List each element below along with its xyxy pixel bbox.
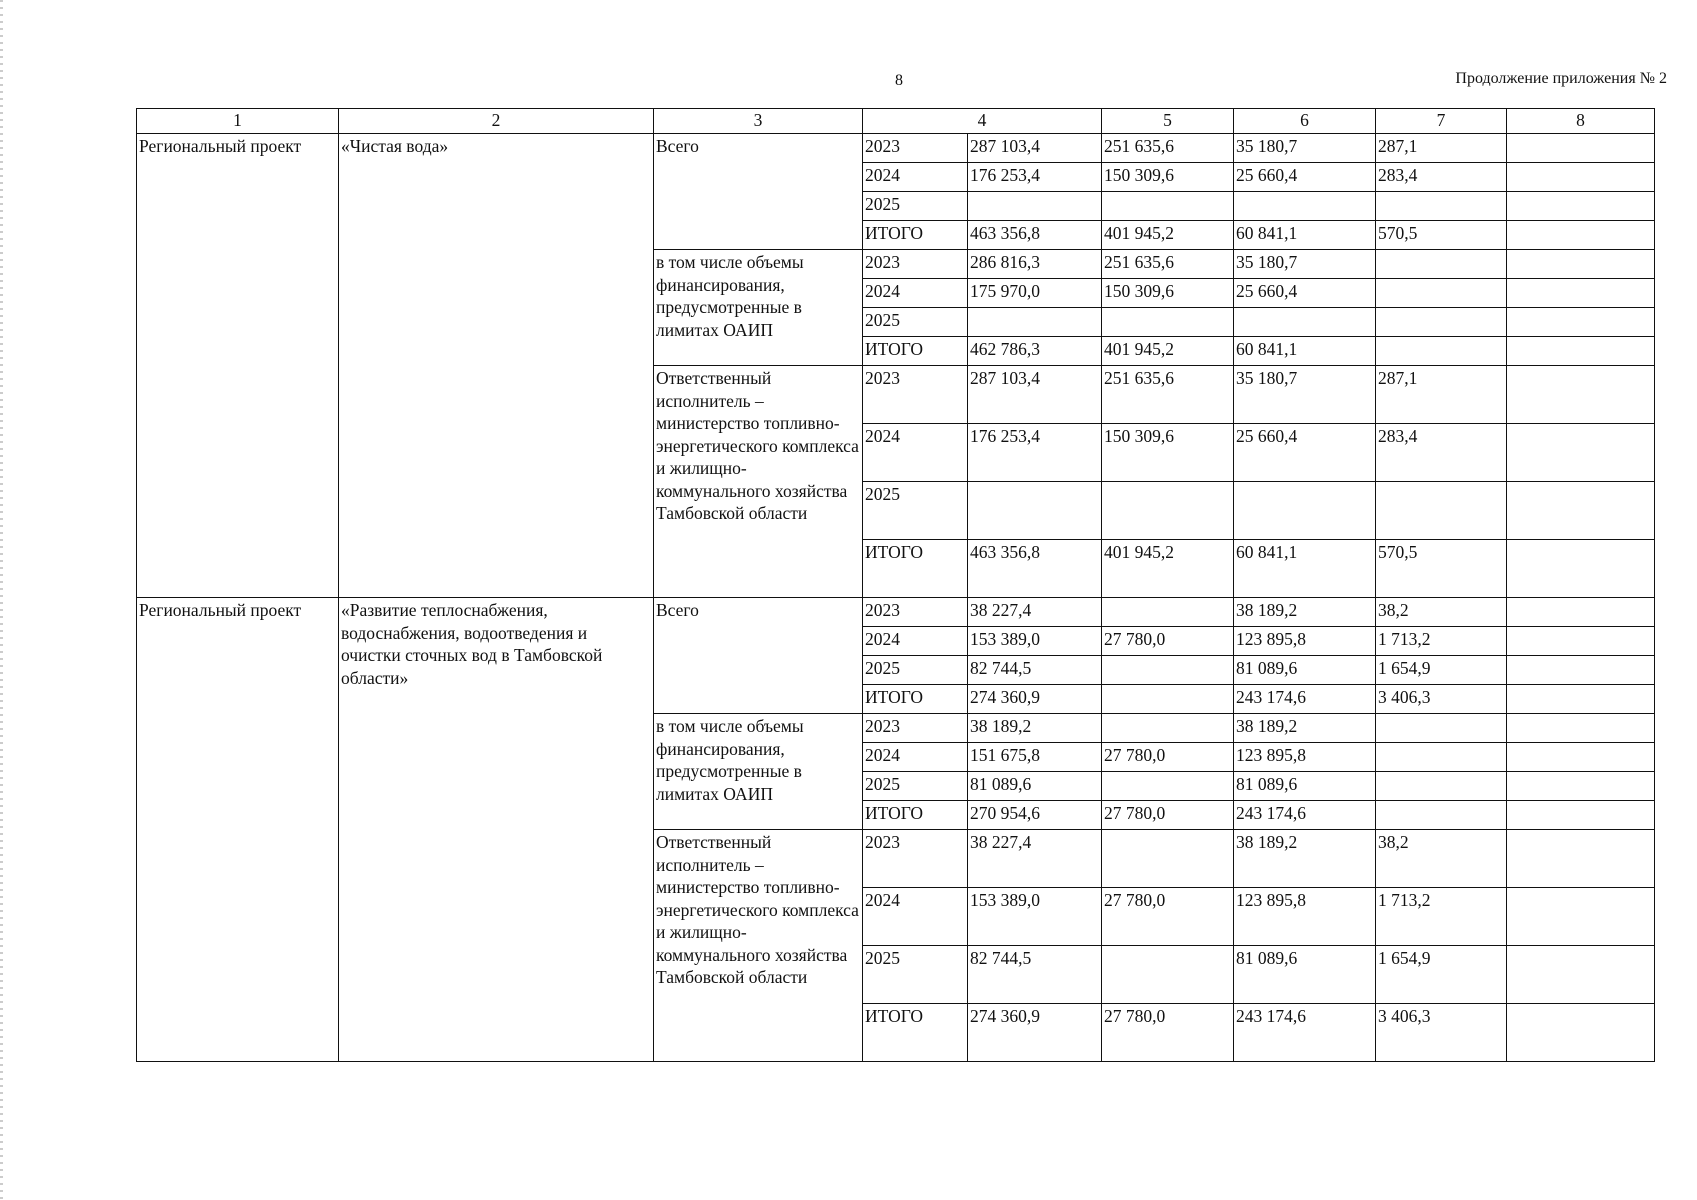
amount-cell — [1376, 192, 1507, 221]
year-cell: 2023 — [863, 366, 968, 424]
amount-cell: 283,4 — [1376, 424, 1507, 482]
year-cell: 2025 — [863, 308, 968, 337]
year-cell: 2024 — [863, 743, 968, 772]
amount-cell: 27 780,0 — [1102, 743, 1234, 772]
amount-cell — [1507, 250, 1655, 279]
amount-cell — [1376, 801, 1507, 830]
funding-table — [136, 108, 1655, 1062]
amount-cell — [1234, 192, 1376, 221]
year-cell: 2025 — [863, 946, 968, 1004]
amount-cell: 35 180,7 — [1234, 250, 1376, 279]
year-cell: ИТОГО — [863, 801, 968, 830]
amount-cell — [1102, 830, 1234, 888]
year-cell: ИТОГО — [863, 685, 968, 714]
amount-cell: 81 089,6 — [1234, 946, 1376, 1004]
amount-cell — [1507, 627, 1655, 656]
amount-cell: 82 744,5 — [968, 946, 1102, 1004]
amount-cell: 60 841,1 — [1234, 540, 1376, 598]
year-cell: 2024 — [863, 424, 968, 482]
amount-cell — [1102, 598, 1234, 627]
amount-cell — [1507, 540, 1655, 598]
year-cell: 2025 — [863, 192, 968, 221]
amount-cell: 274 360,9 — [968, 1004, 1102, 1062]
amount-cell: 27 780,0 — [1102, 627, 1234, 656]
amount-cell: 151 675,8 — [968, 743, 1102, 772]
amount-cell — [1376, 743, 1507, 772]
amount-cell — [1102, 656, 1234, 685]
funding-group-label: Ответственный исполнитель – министерство топливно-энергетического комплекса и жилищно-коммунального хозяйства Тамбовской области — [654, 830, 863, 1062]
amount-cell — [1507, 192, 1655, 221]
amount-cell: 287 103,4 — [968, 366, 1102, 424]
amount-cell: 286 816,3 — [968, 250, 1102, 279]
column-number-header: 2 — [339, 109, 654, 134]
amount-cell: 27 780,0 — [1102, 888, 1234, 946]
amount-cell — [1376, 279, 1507, 308]
amount-cell — [1507, 743, 1655, 772]
amount-cell: 25 660,4 — [1234, 424, 1376, 482]
amount-cell: 25 660,4 — [1234, 279, 1376, 308]
year-cell: 2023 — [863, 714, 968, 743]
project-name-cell: «Чистая вода» — [339, 134, 654, 598]
amount-cell: 60 841,1 — [1234, 337, 1376, 366]
project-name-cell: «Развитие теплоснабжения, водоснабжения, водоотведения и очистки сточных вод в Тамбовской области» — [339, 598, 654, 1062]
amount-cell: 463 356,8 — [968, 221, 1102, 250]
amount-cell: 401 945,2 — [1102, 221, 1234, 250]
amount-cell: 38,2 — [1376, 830, 1507, 888]
amount-cell: 175 970,0 — [968, 279, 1102, 308]
year-cell: ИТОГО — [863, 337, 968, 366]
amount-cell: 287 103,4 — [968, 134, 1102, 163]
amount-cell: 283,4 — [1376, 163, 1507, 192]
amount-cell — [1507, 772, 1655, 801]
amount-cell — [1102, 714, 1234, 743]
amount-cell: 150 309,6 — [1102, 279, 1234, 308]
funding-group-label: Всего — [654, 134, 863, 250]
column-number-header: 7 — [1376, 109, 1507, 134]
amount-cell: 1 654,9 — [1376, 656, 1507, 685]
year-cell: 2023 — [863, 598, 968, 627]
amount-cell: 243 174,6 — [1234, 685, 1376, 714]
amount-cell: 35 180,7 — [1234, 366, 1376, 424]
amount-cell — [968, 192, 1102, 221]
amount-cell — [1507, 366, 1655, 424]
amount-cell: 123 895,8 — [1234, 743, 1376, 772]
year-cell: ИТОГО — [863, 221, 968, 250]
amount-cell — [968, 482, 1102, 540]
amount-cell: 274 360,9 — [968, 685, 1102, 714]
year-cell: 2024 — [863, 888, 968, 946]
project-type-cell: Региональный проект — [137, 134, 339, 598]
amount-cell — [1102, 946, 1234, 1004]
amount-cell: 81 089,6 — [968, 772, 1102, 801]
year-cell: 2024 — [863, 279, 968, 308]
amount-cell: 243 174,6 — [1234, 1004, 1376, 1062]
amount-cell: 38 189,2 — [1234, 830, 1376, 888]
amount-cell — [1507, 337, 1655, 366]
amount-cell: 38 189,2 — [1234, 598, 1376, 627]
year-cell: ИТОГО — [863, 1004, 968, 1062]
amount-cell — [1507, 134, 1655, 163]
amount-cell: 176 253,4 — [968, 163, 1102, 192]
amount-cell — [1507, 656, 1655, 685]
amount-cell: 251 635,6 — [1102, 366, 1234, 424]
table-row — [137, 598, 1655, 627]
amount-cell: 1 713,2 — [1376, 888, 1507, 946]
amount-cell: 1 713,2 — [1376, 627, 1507, 656]
amount-cell — [1507, 1004, 1655, 1062]
scan-edge — [0, 0, 3, 1200]
appendix-label: Продолжение приложения № 2 — [1455, 70, 1667, 87]
amount-cell — [1102, 482, 1234, 540]
column-number-header: 6 — [1234, 109, 1376, 134]
funding-group-label: Ответственный исполнитель – министерство топливно-энергетического комплекса и жилищно-коммунального хозяйства Тамбовской области — [654, 366, 863, 598]
amount-cell: 270 954,6 — [968, 801, 1102, 830]
column-number-header: 8 — [1507, 109, 1655, 134]
amount-cell — [1507, 424, 1655, 482]
amount-cell — [968, 308, 1102, 337]
amount-cell: 243 174,6 — [1234, 801, 1376, 830]
amount-cell: 81 089,6 — [1234, 772, 1376, 801]
year-cell: 2025 — [863, 772, 968, 801]
amount-cell — [1376, 250, 1507, 279]
amount-cell: 287,1 — [1376, 134, 1507, 163]
amount-cell: 123 895,8 — [1234, 888, 1376, 946]
amount-cell: 1 654,9 — [1376, 946, 1507, 1004]
amount-cell: 570,5 — [1376, 540, 1507, 598]
amount-cell — [1376, 337, 1507, 366]
amount-cell: 60 841,1 — [1234, 221, 1376, 250]
amount-cell — [1102, 685, 1234, 714]
amount-cell: 463 356,8 — [968, 540, 1102, 598]
project-type-cell: Региональный проект — [137, 598, 339, 1062]
amount-cell — [1507, 163, 1655, 192]
amount-cell: 251 635,6 — [1102, 134, 1234, 163]
amount-cell — [1376, 482, 1507, 540]
amount-cell — [1507, 308, 1655, 337]
amount-cell — [1507, 482, 1655, 540]
amount-cell — [1507, 685, 1655, 714]
amount-cell: 287,1 — [1376, 366, 1507, 424]
amount-cell: 176 253,4 — [968, 424, 1102, 482]
amount-cell: 150 309,6 — [1102, 424, 1234, 482]
year-cell: 2024 — [863, 627, 968, 656]
table-row — [137, 134, 1655, 163]
amount-cell: 25 660,4 — [1234, 163, 1376, 192]
amount-cell: 27 780,0 — [1102, 1004, 1234, 1062]
amount-cell — [1507, 830, 1655, 888]
amount-cell: 3 406,3 — [1376, 685, 1507, 714]
amount-cell — [1102, 192, 1234, 221]
funding-group-label: Всего — [654, 598, 863, 714]
amount-cell: 38 189,2 — [1234, 714, 1376, 743]
amount-cell — [1507, 279, 1655, 308]
year-cell: 2023 — [863, 250, 968, 279]
amount-cell — [1507, 598, 1655, 627]
amount-cell — [1507, 221, 1655, 250]
amount-cell — [1507, 888, 1655, 946]
amount-cell: 82 744,5 — [968, 656, 1102, 685]
amount-cell — [1507, 714, 1655, 743]
year-cell: 2023 — [863, 830, 968, 888]
amount-cell: 38 227,4 — [968, 598, 1102, 627]
funding-group-label: в том числе объемы финансирования, предусмотренные в лимитах ОАИП — [654, 250, 863, 366]
amount-cell — [1234, 308, 1376, 337]
amount-cell: 81 089,6 — [1234, 656, 1376, 685]
amount-cell: 123 895,8 — [1234, 627, 1376, 656]
amount-cell: 38 227,4 — [968, 830, 1102, 888]
column-number-header: 5 — [1102, 109, 1234, 134]
amount-cell: 462 786,3 — [968, 337, 1102, 366]
amount-cell — [1507, 946, 1655, 1004]
amount-cell: 3 406,3 — [1376, 1004, 1507, 1062]
amount-cell: 251 635,6 — [1102, 250, 1234, 279]
column-number-header: 3 — [654, 109, 863, 134]
amount-cell: 35 180,7 — [1234, 134, 1376, 163]
amount-cell: 150 309,6 — [1102, 163, 1234, 192]
year-cell: 2024 — [863, 163, 968, 192]
amount-cell: 401 945,2 — [1102, 337, 1234, 366]
amount-cell: 38 189,2 — [968, 714, 1102, 743]
amount-cell — [1376, 714, 1507, 743]
column-number-header: 1 — [137, 109, 339, 134]
amount-cell: 38,2 — [1376, 598, 1507, 627]
year-cell: ИТОГО — [863, 540, 968, 598]
table-header-row — [137, 109, 1655, 134]
amount-cell — [1507, 801, 1655, 830]
column-number-header: 4 — [863, 109, 1102, 134]
amount-cell: 570,5 — [1376, 221, 1507, 250]
year-cell: 2025 — [863, 656, 968, 685]
amount-cell — [1376, 308, 1507, 337]
year-cell: 2025 — [863, 482, 968, 540]
amount-cell — [1376, 772, 1507, 801]
funding-group-label: в том числе объемы финансирования, предусмотренные в лимитах ОАИП — [654, 714, 863, 830]
amount-cell: 153 389,0 — [968, 627, 1102, 656]
amount-cell: 27 780,0 — [1102, 801, 1234, 830]
amount-cell — [1234, 482, 1376, 540]
year-cell: 2023 — [863, 134, 968, 163]
page-number: 8 — [895, 72, 903, 89]
amount-cell: 153 389,0 — [968, 888, 1102, 946]
amount-cell: 401 945,2 — [1102, 540, 1234, 598]
amount-cell — [1102, 772, 1234, 801]
amount-cell — [1102, 308, 1234, 337]
